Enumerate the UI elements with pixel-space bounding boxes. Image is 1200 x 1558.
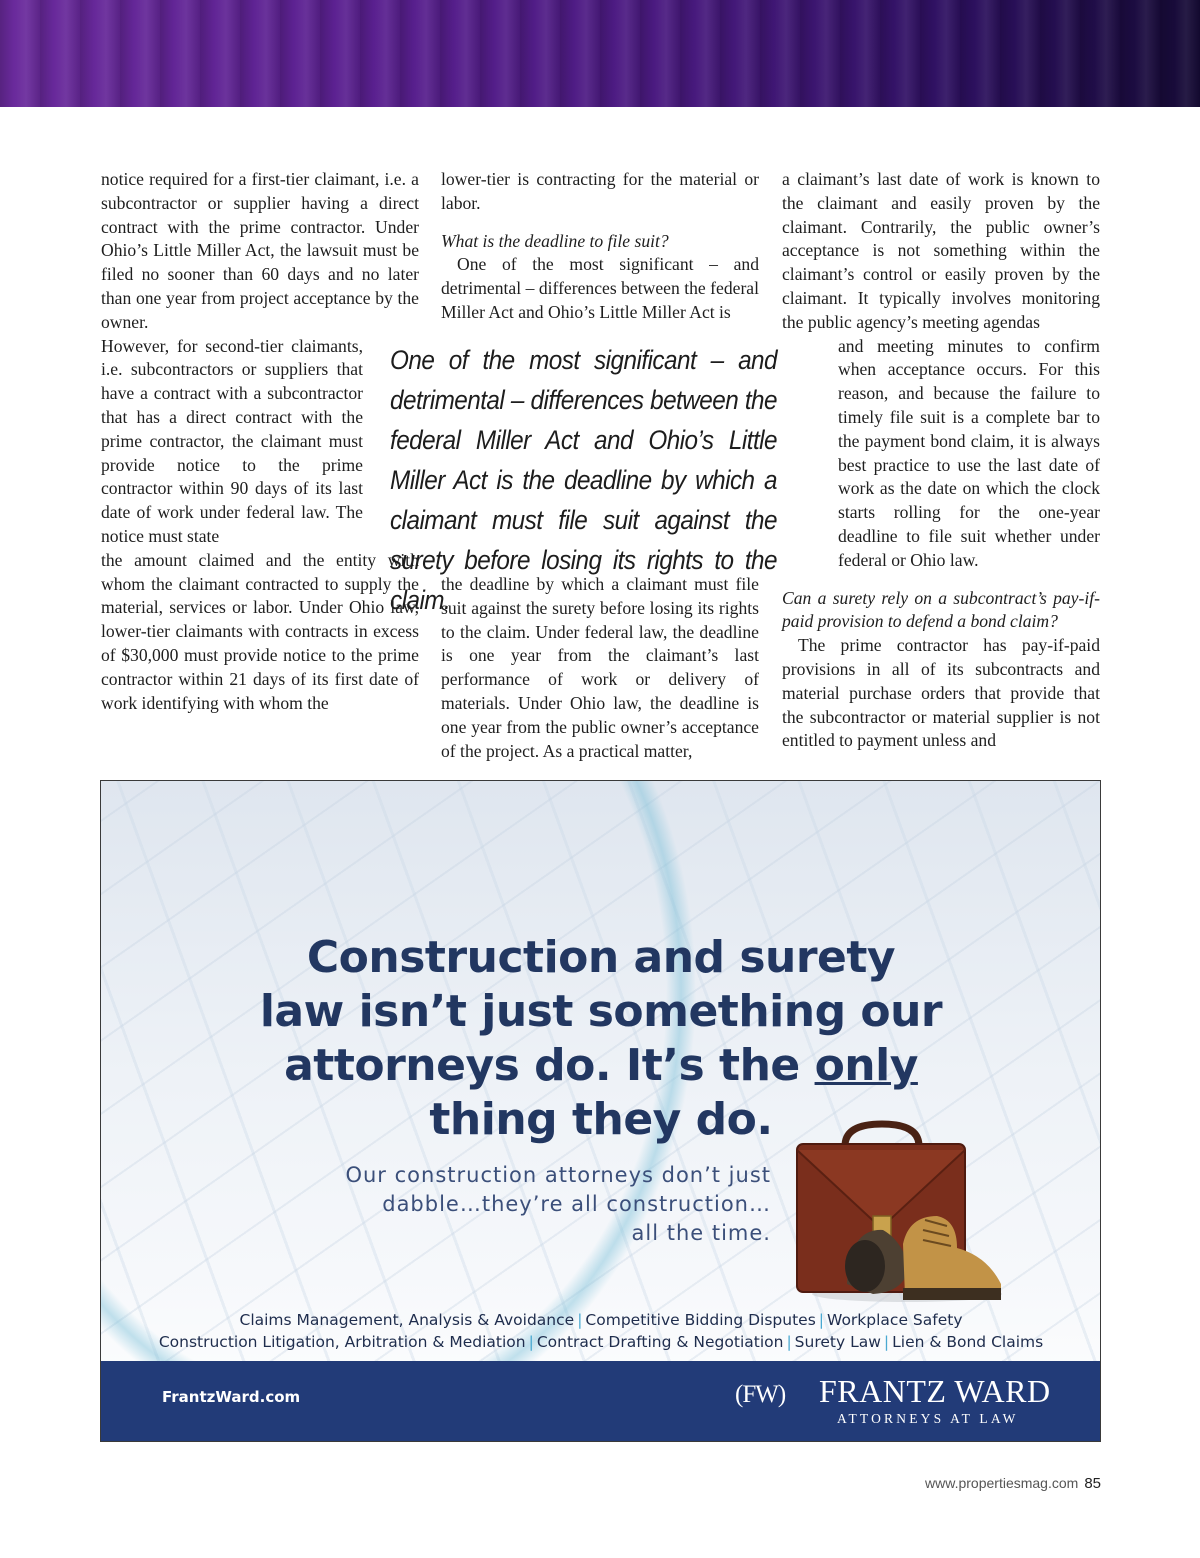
- col1-paragraph-continued: the amount claimed and the entity with whom the claimant contracted to supply the material, services or labor. Under Ohio law, lower-tier claimants with contracts in excess of $30,000 must provide notice to the prime contractor within 21 days of its first date of work identifying with whom the: [101, 549, 419, 713]
- section-question: What is the deadline to file suit?: [441, 230, 669, 251]
- article-column-2-lower: [441, 573, 759, 763]
- ad-headline-emphasis: only: [814, 1040, 918, 1091]
- ad-subheadline: [311, 1161, 771, 1248]
- col2-paragraph: One of the most significant – and detrimental – differences between the federal Miller Act and Ohio’s Little Miller Act is: [441, 254, 759, 322]
- ad-headline-line: Construction and surety: [306, 932, 896, 983]
- service-separator: |: [577, 1311, 583, 1329]
- logo-tagline: ATTORNEYS AT LAW: [837, 1411, 1019, 1426]
- ad-sub-line: dabble…they’re all construction…: [382, 1192, 771, 1216]
- service-item: Claims Management, Analysis & Avoidance: [239, 1311, 575, 1329]
- magazine-url[interactable]: www.propertiesmag.com: [925, 1475, 1079, 1491]
- service-item: Contract Drafting & Negotiation: [536, 1333, 784, 1351]
- page-footer: [925, 1475, 1101, 1492]
- ad-sub-line: Our construction attorneys don’t just: [345, 1163, 771, 1187]
- col3-paragraph-wrap: and meeting minutes to confirm when acceptance occurs. For this reason, and because the failure to timely file suit is a complete bar to the payment bond claim, it is always best practice to use the last date of work as the date on which the clock starts rolling for the one-year deadline to file suit whether under federal or Ohio law.: [838, 335, 1100, 570]
- ad-headline-line: law isn’t just something our: [259, 986, 943, 1037]
- col3-paragraph: a claimant’s last date of work is known to the claimant and easily proven by the claimant. Contrarily, the public owner’s acceptance is not something within the claimant’s control or easily proven by the claimant. It typically involves monitoring the public agency’s meeting agendas: [782, 169, 1100, 332]
- ad-headline: [101, 931, 1101, 1147]
- article-column-2: [441, 168, 759, 325]
- ad-footer-bar: [101, 1361, 1101, 1441]
- col1-paragraph-wrap: However, for second-tier claimants, i.e. subcontractors or suppliers that have a contract with a subcontractor that has a direct contract with the prime contractor, the claimant must provide notice to the prime contractor within 90 days of its last date of work under federal law. The notice must state: [101, 335, 363, 546]
- services-row: [101, 1309, 1101, 1331]
- article-column-1: [101, 168, 419, 715]
- service-separator: |: [528, 1333, 534, 1351]
- article-column-3: [782, 168, 1100, 753]
- service-item: Competitive Bidding Disputes: [585, 1311, 816, 1329]
- ad-headline-line: thing they do.: [429, 1094, 773, 1145]
- ad-sub-line: all the time.: [631, 1221, 771, 1245]
- col2-paragraph-continued: the deadline by which a claimant must file suit against the surety before losing its rights to the claim. Under federal law, the deadline is one year from the claimant’s last performance of work or delivery of materials. Under Ohio law, the deadline is one year from the public owner’s acceptance of the project. As a practical matter,: [441, 574, 759, 761]
- section-question: Can a surety rely on a subcontract’s pay-if-paid provision to defend a bond claim?: [782, 587, 1100, 632]
- services-row: [101, 1331, 1101, 1353]
- logo-monogram: (FW): [735, 1381, 786, 1408]
- service-item: Surety Law: [794, 1333, 881, 1351]
- page-number: 85: [1084, 1475, 1101, 1492]
- service-separator: |: [883, 1333, 890, 1351]
- pull-quote: One of the most significant – and detrimental – differences between the federal Miller Act and Ohio’s Little Miller Act is the deadline by which a claimant must file suit against the surety before losing its rights to the claim.: [390, 345, 777, 615]
- service-item: Construction Litigation, Arbitration & Mediation: [158, 1333, 526, 1351]
- header-banner: [0, 0, 1200, 107]
- col1-paragraph: notice required for a first-tier claimant, i.e. a subcontractor or supplier having a direct contract with the prime contractor. Under Ohio’s Little Miller Act, the lawsuit must be filed no sooner than 60 days and no later than one year from project acceptance by the owner.: [101, 169, 419, 332]
- service-item: Workplace Safety: [827, 1311, 963, 1329]
- ad-website-link[interactable]: FrantzWard.com: [162, 1388, 301, 1406]
- service-item: Lien & Bond Claims: [892, 1333, 1044, 1351]
- frantz-ward-logo[interactable]: [731, 1373, 1051, 1431]
- advertisement-frantz-ward[interactable]: [100, 780, 1101, 1442]
- service-separator: |: [786, 1333, 792, 1351]
- col2-paragraph: lower-tier is contracting for the material or labor.: [441, 169, 759, 213]
- services-list: [101, 1309, 1101, 1353]
- logo-firm-name: FRANTZ WARD: [819, 1373, 1051, 1409]
- service-separator: |: [818, 1311, 825, 1329]
- briefcase-and-boots-image: [787, 1116, 1007, 1306]
- col3-paragraph: The prime contractor has pay-if-paid provisions in all of its subcontracts and material purchase orders that provide that the subcontractor or material supplier is not entitled to payment unless and: [782, 635, 1100, 751]
- ad-headline-line: attorneys do. It’s the: [284, 1040, 815, 1091]
